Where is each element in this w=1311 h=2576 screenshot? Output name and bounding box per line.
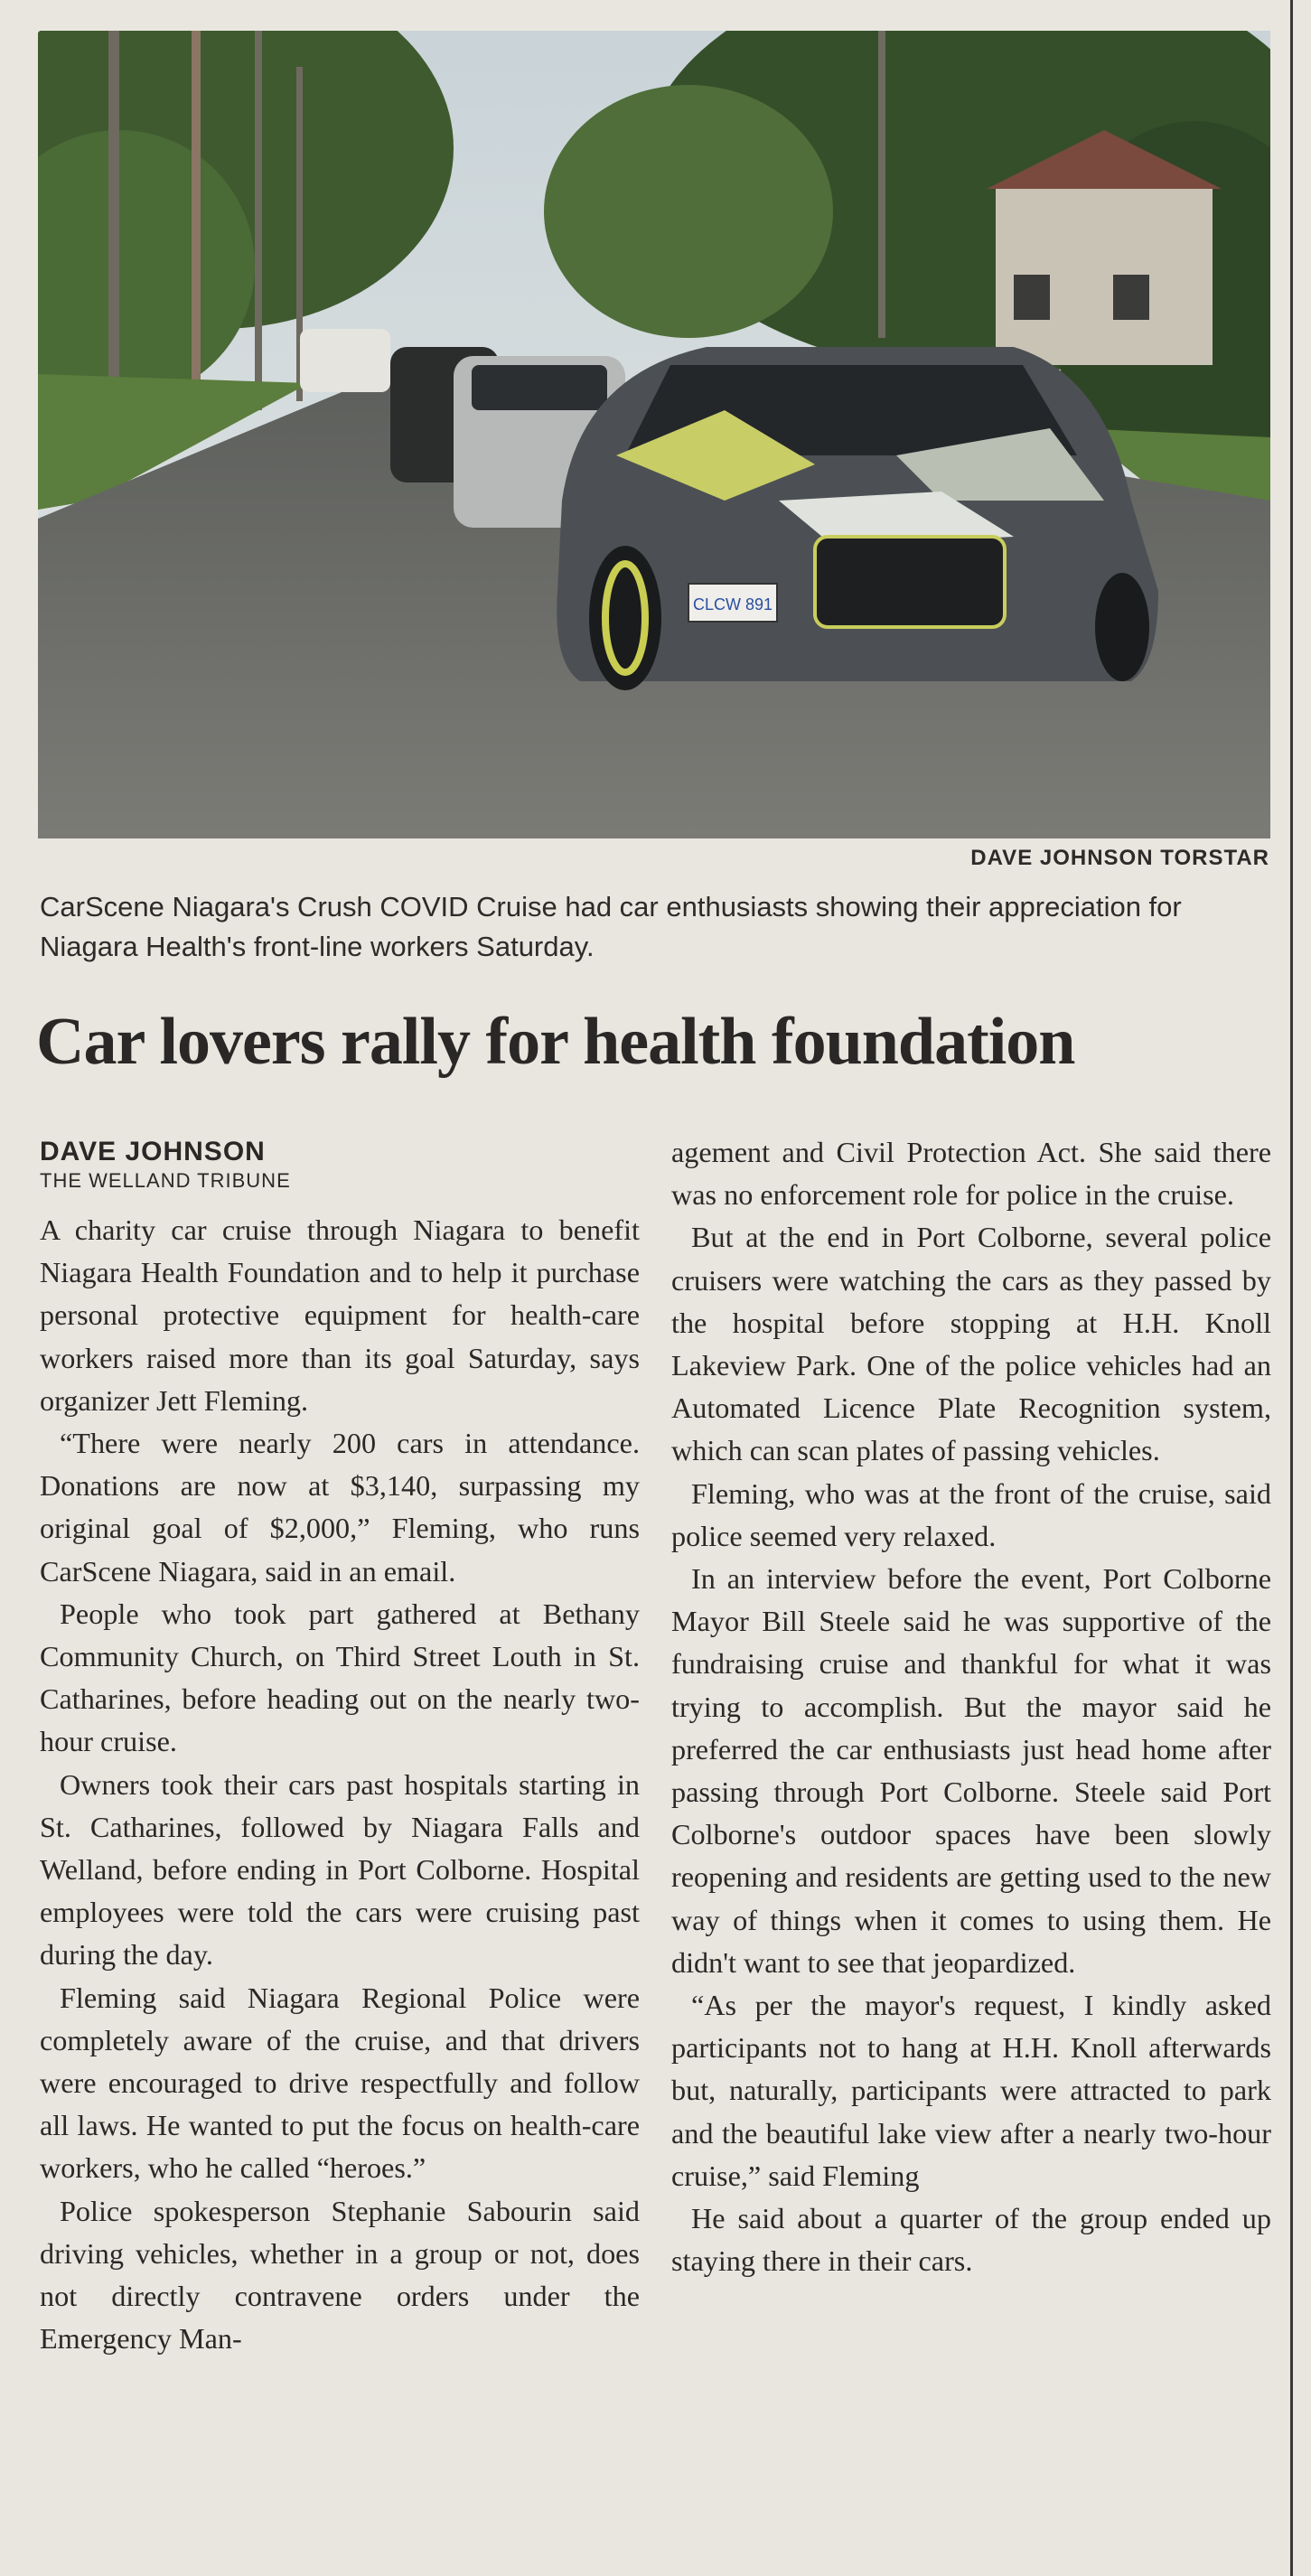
article-column-right bbox=[671, 1131, 1271, 2282]
car-cruise-image bbox=[38, 31, 1270, 838]
license-plate: CLCW 891 bbox=[692, 595, 773, 614]
paragraph: People who took part gathered at Bethany Community Church, on Third Street Louth in St. Catharines, before heading out on the nearly two-hour cruise. bbox=[40, 1597, 640, 1758]
headline: Car lovers rally for health foundation bbox=[36, 1005, 1075, 1079]
paragraph: Owners took their cars past hospitals starting in St. Catharines, followed by Niagara Falls and Welland, before ending in Port Colborne. Hospital employees were told the cars were cruising past during the day. bbox=[40, 1767, 640, 1972]
paragraph: He said about a quarter of the group ended up staying there in their cars. bbox=[671, 2202, 1271, 2278]
paragraph: In an interview before the event, Port Colborne Mayor Bill Steele said he was supportive of the fundraising cruise and thankful for what it was trying to accomplish. But the mayor said he preferred the car enthusiasts just head home after passing through Port Colborne. Steele said Port Colborne's outdoor spaces have been slowly reopening and residents are getting used to the new way of things when it comes to using them. He didn't want to see that jeopardized. bbox=[671, 1562, 1271, 1979]
byline-author: DAVE JOHNSON bbox=[40, 1137, 266, 1166]
paragraph: “As per the mayor's request, I kindly asked participants not to hang at H.H. Knoll afterwards but, naturally, participants were attracted to park and the beautiful lake view after a nearly two-hour cruise,” said Fleming bbox=[671, 1989, 1271, 2192]
photo-credit: DAVE JOHNSON TORSTAR bbox=[970, 846, 1269, 870]
paragraph: But at the end in Port Colborne, several police cruisers were watching the cars as they passed by the hospital before stopping at H.H. Knoll Lakeview Park. One of the police vehicles had an Automated Licence Plate Recognition system, which can scan plates of passing vehicles. bbox=[671, 1221, 1271, 1467]
byline-publication: THE WELLAND TRIBUNE bbox=[40, 1169, 291, 1192]
paragraph: agement and Civil Protection Act. She said there was no enforcement role for police in the cruise. bbox=[671, 1136, 1271, 1212]
paragraph: Fleming, who was at the front of the cruise, said police seemed very relaxed. bbox=[671, 1476, 1271, 1552]
byline bbox=[40, 1137, 291, 1194]
paragraph: “There were nearly 200 cars in attendance. Donations are now at $3,140, surpassing my original goal of $2,000,” Fleming, who runs CarScene Niagara, said in an email. bbox=[40, 1427, 640, 1588]
news-photo bbox=[38, 31, 1270, 838]
paragraph: Police spokesperson Stephanie Sabourin said driving vehicles, whether in a group or not, does not directly contravene orders under the Emergency Man- bbox=[40, 2194, 640, 2356]
photo-caption: CarScene Niagara's Crush COVID Cruise had car enthusiasts showing their appreciation for Niagara Health's front-line workers Saturday. bbox=[40, 891, 1182, 962]
paragraph: A charity car cruise through Niagara to benefit Niagara Health Foundation and to help it purchase personal protective equipment for health-care workers raised more than its goal Saturday, says organizer Jett Fleming. bbox=[40, 1213, 640, 1417]
article-column-left bbox=[40, 1209, 640, 2360]
paragraph: Fleming said Niagara Regional Police were completely aware of the cruise, and that drivers were encouraged to drive respectfully and follow all laws. He wanted to put the focus on health-care workers, who he called “heroes.” bbox=[40, 1981, 640, 2185]
column-rule bbox=[1290, 0, 1293, 2576]
